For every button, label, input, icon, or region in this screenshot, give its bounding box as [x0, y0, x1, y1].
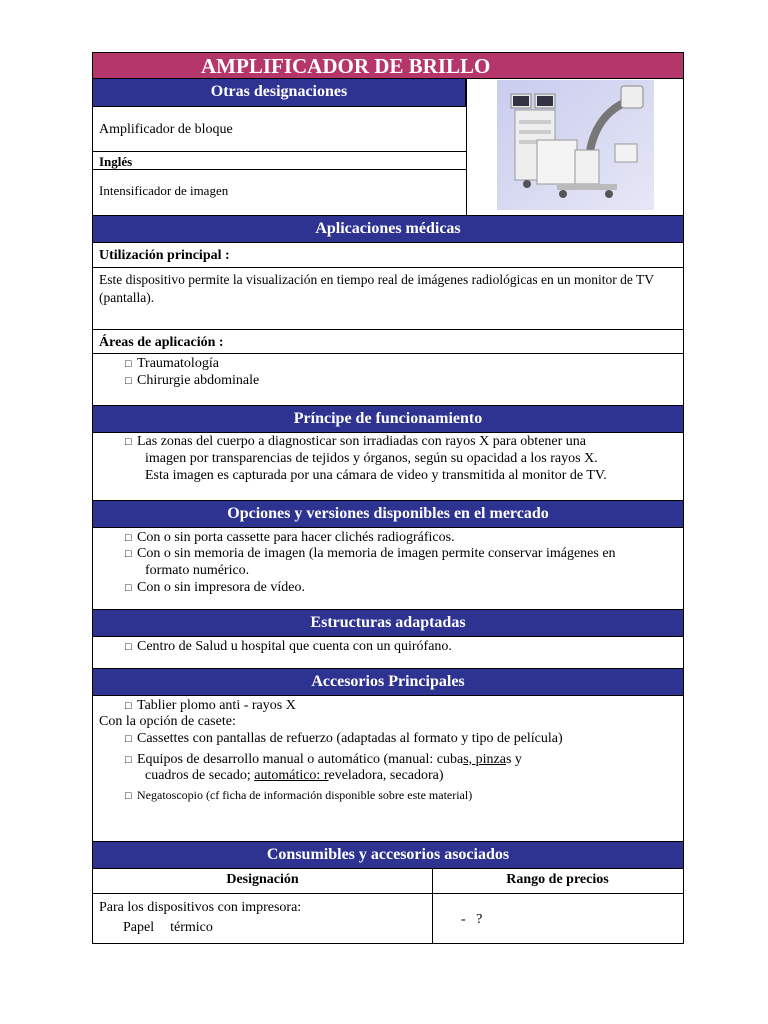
checkbox-bullet-icon: □ [125, 754, 132, 766]
checkbox-bullet-icon: □ [125, 582, 132, 594]
main-use-line2: (pantalla). [99, 290, 155, 305]
divider [93, 329, 683, 330]
main-use-line1: Este dispositivo permite la visualización en tiempo real de imágenes radiológicas en un monitor de TV [99, 272, 654, 287]
divider [93, 353, 683, 354]
option-item-continued: formato numérico. [145, 563, 250, 578]
section-header-consumables: Consumibles y accesorios asociados [93, 841, 683, 869]
principle-line2: imagen por transparencias de tejidos y órganos, según su opacidad a los rayos X. [145, 451, 598, 466]
option-item: □ Con o sin impresora de vídeo. [125, 580, 305, 595]
consumable-row-line2: Papel térmico [123, 920, 213, 935]
checkbox-bullet-icon: □ [125, 790, 132, 802]
checkbox-bullet-icon: □ [125, 436, 132, 448]
accessory-item: □ Equipos de desarrollo manual o automático (manual: cubas, pinzas y [125, 752, 522, 767]
area-item: □ Traumatología [125, 356, 219, 371]
checkbox-bullet-icon: □ [125, 532, 132, 544]
datasheet [92, 52, 684, 944]
accessory-item: □ Negatoscopio (cf ficha de información disponible sobre este material) [125, 787, 472, 805]
option-item: □ Con o sin memoria de imagen (la memoria de imagen permite conservar imágenes en [125, 546, 616, 561]
divider [93, 151, 466, 152]
section-header-options: Opciones y versiones disponibles en el mercado [93, 500, 683, 528]
divider [93, 893, 683, 894]
section-header-accessories: Accesorios Principales [93, 668, 683, 696]
checkbox-bullet-icon: □ [125, 700, 132, 712]
section-header-other-names: Otras designaciones [93, 79, 466, 107]
device-photo [497, 80, 654, 210]
divider [93, 267, 683, 268]
accessory-item: □ Tablier plomo anti - rayos X [125, 698, 296, 713]
option-item: □ Con o sin porta cassette para hacer clichés radiográficos. [125, 530, 455, 545]
principle-line3: Esta imagen es capturada por una cámara de video y transmitida al monitor de TV. [145, 468, 607, 483]
price-value: - ? [461, 912, 483, 927]
accessory-intro: Con la opción de casete: [99, 714, 236, 729]
english-value: Intensificador de imagen [99, 183, 229, 198]
c-arm-illustration [497, 80, 654, 210]
section-header-medical: Aplicaciones médicas [93, 215, 683, 243]
column-header-designation: Designación [226, 872, 299, 887]
principle-line1: □ Las zonas del cuerpo a diagnosticar son irradiadas con rayos X para obtener una [125, 434, 586, 449]
checkbox-bullet-icon: □ [125, 733, 132, 745]
consumable-row-line1: Para los dispositivos con impresora: [99, 900, 302, 915]
checkbox-bullet-icon: □ [125, 548, 132, 560]
english-label: Inglés [99, 154, 133, 169]
other-name-value: Amplificador de bloque [99, 122, 233, 137]
checkbox-bullet-icon: □ [125, 641, 132, 653]
main-use-label: Utilización principal : [99, 248, 230, 263]
accessory-item-continued: cuadros de secado; automático: reveladora, secadora) [145, 768, 444, 783]
checkbox-bullet-icon: □ [125, 375, 132, 387]
column-divider [466, 79, 467, 215]
section-header-principle: Príncipe de funcionamiento [93, 405, 683, 433]
checkbox-bullet-icon: □ [125, 358, 132, 370]
section-header-structures: Estructuras adaptadas [93, 609, 683, 637]
accessory-item: □ Cassettes con pantallas de refuerzo (adaptadas al formato y tipo de película) [125, 731, 563, 746]
areas-label: Áreas de aplicación : [99, 335, 224, 350]
area-item: □ Chirurgie abdominale [125, 373, 260, 388]
divider [93, 169, 466, 170]
column-header-price: Rango de precios [506, 872, 609, 887]
page-title: AMPLIFICADOR DE BRILLO [93, 53, 683, 79]
structure-item: □ Centro de Salud u hospital que cuenta con un quirófano. [125, 639, 452, 654]
